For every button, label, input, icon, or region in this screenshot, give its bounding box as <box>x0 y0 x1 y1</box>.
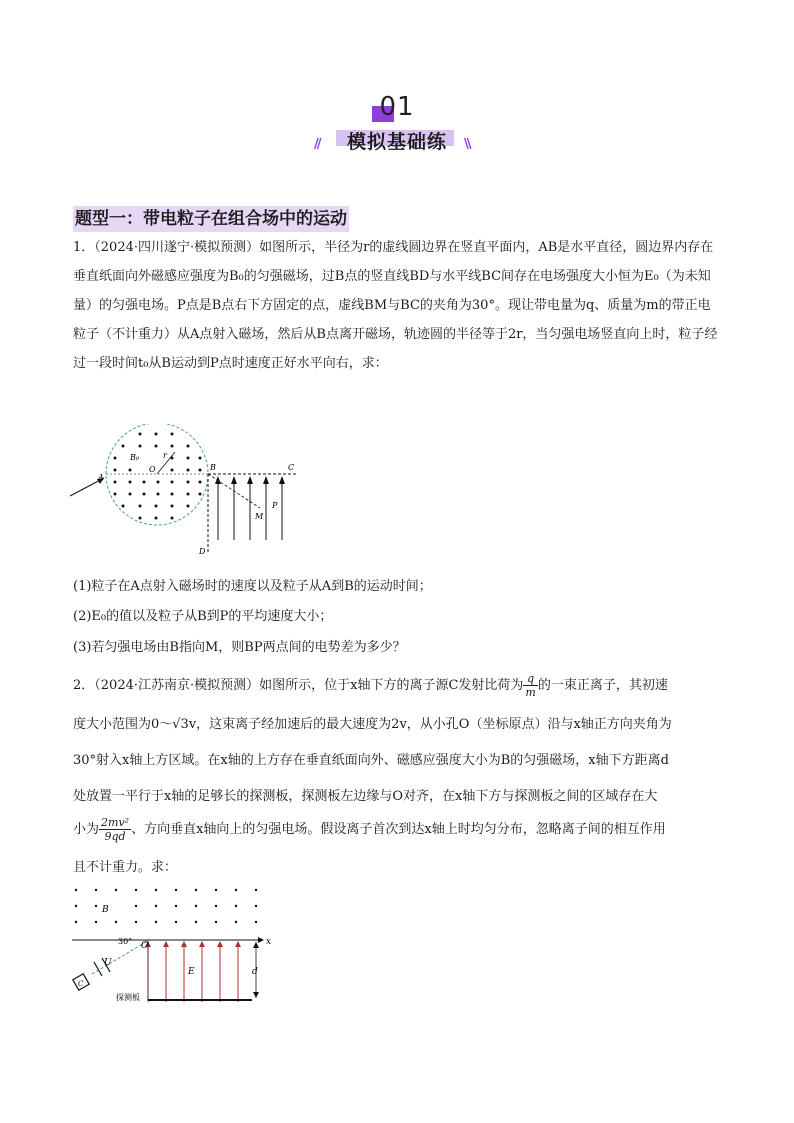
label-e: E <box>188 967 195 977</box>
left-slash-decoration: // <box>314 137 320 152</box>
question-1-subquestion-2: (2)E₀的值以及粒子从B到P的平均速度大小； <box>73 609 333 624</box>
question-2-line-5: 小为 $\frac{\text{2mv²}}{9qd}$ 、方向垂直x轴向上的匀强电场。假设离子首次到达x轴上时均匀分布，忽略离子间的相互作用 <box>73 816 666 843</box>
magnetic-field-boundary <box>106 424 208 525</box>
x-axis-arrow <box>258 937 264 943</box>
question-2-line-4: 处放置一平行于x轴的足够长的探测板，探测板左边缘与O对齐，在x轴下方与探测板之间的区域存在大 <box>73 789 658 804</box>
question-1-subquestion-3: (3)若匀强电场由B指向M，则BP两点间的电势差为多少？ <box>73 640 406 655</box>
section-heading: 题型一：带电粒子在组合场中的运动 <box>73 206 349 232</box>
question-2-figure <box>66 882 278 1002</box>
question-2-line-2: 度大小范围为0～√3v，这束离子经加速后的最大速度为2v，从小孔O（坐标原点）沿与x轴正方向夹角为 <box>73 717 672 732</box>
electric-field-arrowheads-2 <box>145 941 241 947</box>
question-2-line-1: 2．（2024·江苏南京·模拟预测）如图所示，位于x轴下方的离子源C发射比荷为 $\frac{q}{m}$ 的一束正离子，其初速 <box>73 672 668 699</box>
right-slash-decoration: \\ <box>464 137 470 152</box>
label-c: C <box>288 463 295 472</box>
electric-field-arrowheads <box>215 476 285 484</box>
label-b0: B₀ <box>130 453 140 462</box>
chapter-number: 01 <box>379 92 415 122</box>
magnetic-field-dots <box>114 433 202 520</box>
question-1-text: 1．（2024·四川遂宁·模拟预测）如图所示，半径为r的虚线圆边界在竖直平面内，AB是水平直径，圆边界内存在垂直纸面向外磁感应强度为B₀的匀强磁场，过B点的竖直线BD与水平线BC间存在电场强度大小恒为E₀（为未知量）的匀强电场。P点是B点右下方固定的点，虚线BM与BC的夹角为30°。现让带电量为q、质量为m的带正电粒子（不计重力）从A点射入磁场，然后从B点离开磁场，轨迹圆的半径等于2r，当匀强电场竖直向上时，粒子经过一段时间t₀从B运动到P点时速度正好水平向右，求： <box>73 240 718 371</box>
label-a: A <box>98 473 104 482</box>
label-b: B <box>210 463 216 472</box>
label-x: x <box>266 937 272 947</box>
label-c-2: C <box>78 980 84 988</box>
chapter-header <box>0 92 794 162</box>
question-2-line-3: 30°射入x轴上方区域。在x轴的上方存在垂直纸面向外、磁感应强度大小为B的匀强磁场，x轴下方距离d <box>73 753 669 768</box>
label-o-2: O <box>141 941 149 951</box>
question-1-figure <box>70 424 310 560</box>
label-m: M <box>255 512 264 521</box>
label-o: O <box>149 465 156 474</box>
entry-path <box>92 942 146 974</box>
label-board: 探测板 <box>116 993 140 1002</box>
label-b-2: B <box>102 905 109 915</box>
label-d-2: d <box>252 967 258 977</box>
question-1-subquestion-1: (1)粒子在A点射入磁场时的速度以及粒子从A到B的运动时间； <box>73 579 432 594</box>
label-u: U <box>104 958 112 968</box>
label-angle: 30° <box>118 937 133 946</box>
chapter-title: 模拟基础练 <box>346 131 447 153</box>
electric-field-lines <box>218 480 282 540</box>
label-r: r <box>163 451 167 460</box>
label-d: D <box>199 547 206 556</box>
question-2-line-6: 且不计重力。求： <box>73 860 178 875</box>
label-p: P <box>272 501 278 510</box>
